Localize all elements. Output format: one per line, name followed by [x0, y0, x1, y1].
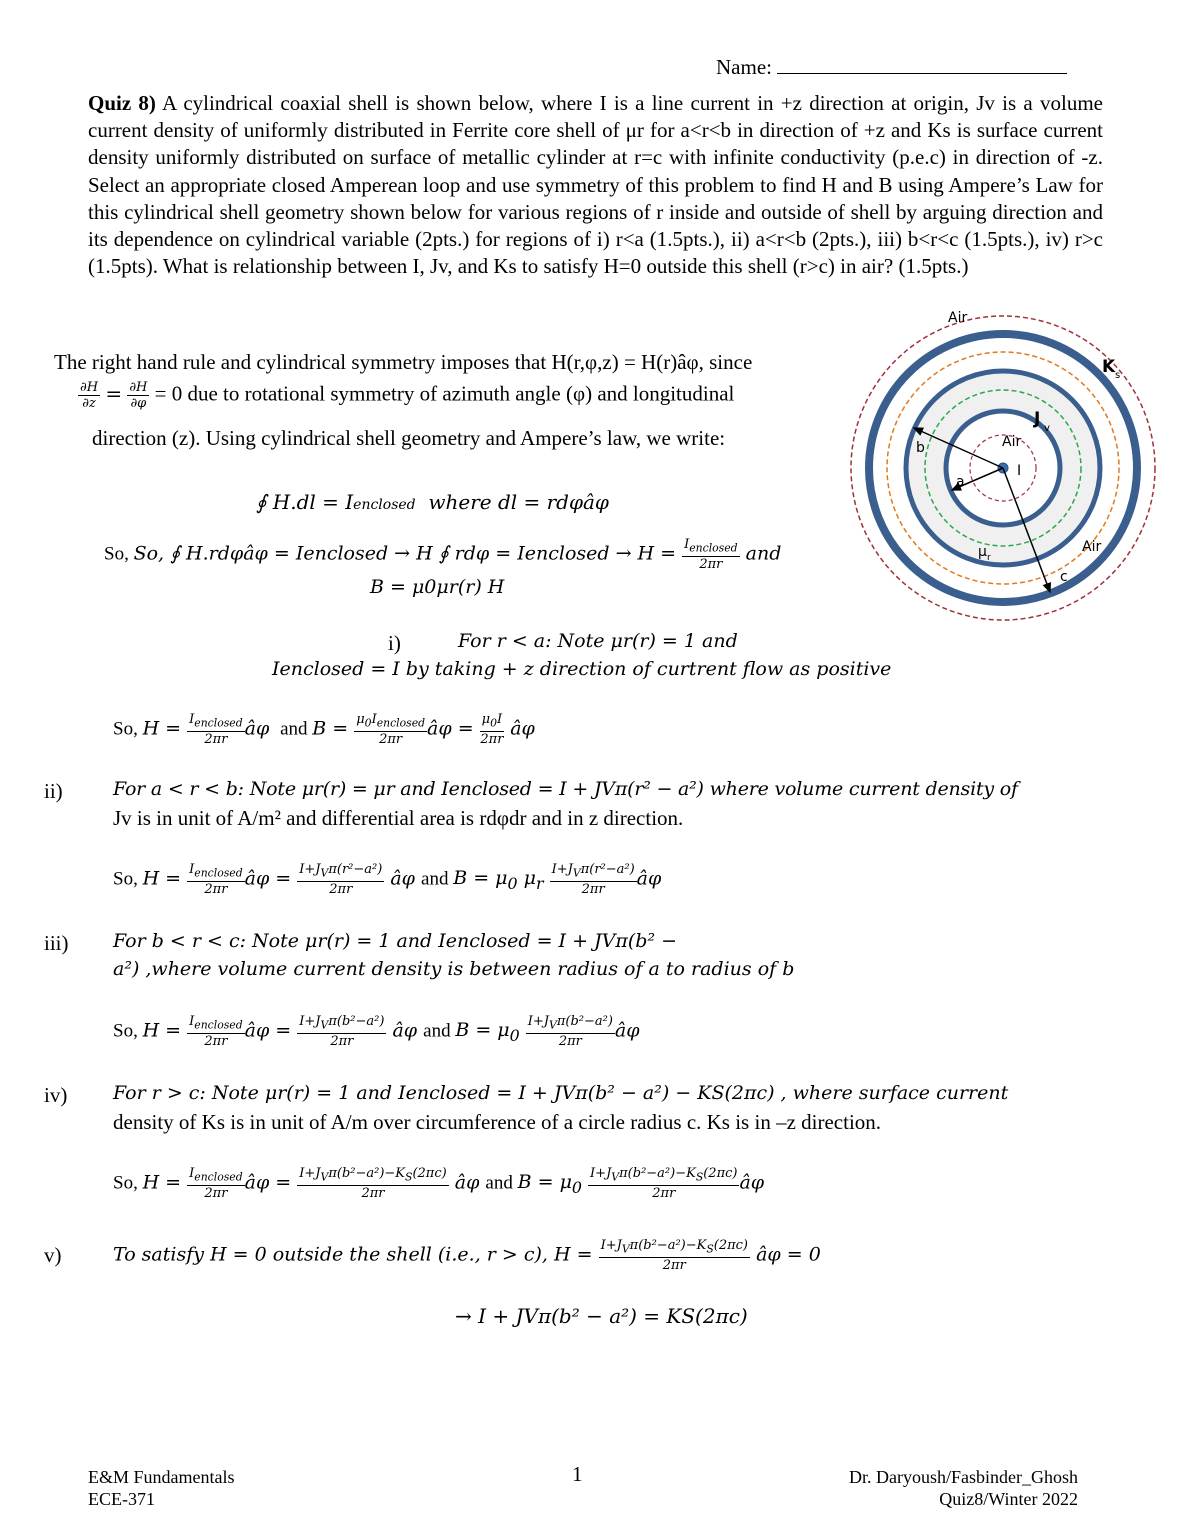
- intro-line-2: $\frac{\partial H}{\partial z}$ = $\frac{\partial H}{\partial\varphi}$ = 0 due to rotational symmetry of azimuth angle (φ) and longitudinal: [80, 380, 735, 411]
- label-jv: J: [1034, 409, 1041, 429]
- footer-quiz-term: Quiz8/Winter 2022: [939, 1489, 1078, 1509]
- intro-line-3: direction (z). Using cylindrical shell geometry and Ampere’s law, we write:: [92, 426, 726, 450]
- label-mur: μ: [978, 544, 987, 560]
- footer-left: [88, 1466, 235, 1510]
- question-text: A cylindrical coaxial shell is shown below, where I is a line current in +z direction at origin, Jv is a volume current density of uniformly distributed in Ferrite core shell of μr for a<r<b in direction of +z and Ks is surface current density uniformly distributed on surface of metallic cylinder at r=c with infinite conductivity (p.e.c) in direction of -z. Select an appropriate closed Amperean loop and use symmetry of this problem to find H and B using Ampere’s Law for this cylindrical shell geometry shown below for various regions of r inside and outside of shell by arguing direction and its dependence on cylindrical variable (2pts.) for regions of i) r<a (1.5pts.), ii) a<r<b (2pts.), iii) b<r<c (1.5pts.), iv) r>c (1.5pts). What is relationship between I, Jv, and Ks to satisfy H=0 outside this shell (r>c) in air? (1.5pts.): [88, 91, 1103, 279]
- label-ks: K: [1102, 357, 1116, 377]
- item-iv-cond: For r > c: Note μr(r) = 1 and Ienclosed = I + JVπ(b² − a²) − KS(2πc) , where surface current: [113, 1082, 1009, 1104]
- item-iii-cond2: a²) ,where volume current density is between radius of a to radius of b: [113, 958, 795, 980]
- item-iii-result: So, H = $\frac{I_{enclosed}}{2\pi r}$ âφ = $\frac{I+J_V\pi(b^2-a^2)}{2\pi r}$ âφ and $B = \mu_0$ $\frac{I+J_V\pi(b^2-a^2)}{2\pi r}$ âφ: [113, 1014, 640, 1049]
- item-v-cond: To satisfy H = 0 outside the shell (i.e., r > c), H = $\frac{I+J_V\pi(b^2-a^2)-K_S(2\pi c)}{2\pi r}$ âφ = 0: [113, 1238, 821, 1273]
- name-blank-line: [777, 55, 1067, 74]
- label-mur-sub: r: [987, 553, 991, 563]
- partial-fraction: $\frac{\partial H}{\partial z}$: [80, 380, 99, 411]
- item-iv-cond2: density of Ks is in unit of A/m over circumference of a circle radius c. Ks is in –z direction.: [113, 1110, 882, 1134]
- item-ii-cond2: Jv is in unit of A/m² and differential area is rdφdr and in z direction.: [113, 806, 684, 830]
- label-air-mid: Air: [1082, 539, 1102, 555]
- item-ii-cond: For a < r < b: Note μr(r) = μr and Ienclosed = I + JVπ(r² − a²) where volume current density of: [113, 778, 1018, 800]
- footer-course-code: ECE-371: [88, 1489, 155, 1509]
- question-block: [88, 90, 1103, 280]
- item-iv-label: iv): [44, 1083, 68, 1107]
- label-b: b: [916, 440, 925, 456]
- item-ii-result: So, H = $\frac{I_{enclosed}}{2\pi r}$ âφ = $\frac{I+J_V\pi(r^2-a^2)}{2\pi r}$ âφ and $B = \mu_0$ $\mu_r$ $\frac{I+J_V\pi(r^2-a^2)}{2\pi r}$ âφ: [113, 862, 662, 897]
- item-i-cond: For r < a: Note μr(r) = 1 and: [458, 630, 738, 652]
- item-iii-cond: For b < r < c: Note μr(r) = 1 and Ienclosed = I + JVπ(b² −: [113, 930, 678, 952]
- item-ii-label: ii): [44, 779, 63, 803]
- item-iii-label: iii): [44, 931, 69, 955]
- label-c: c: [1060, 569, 1068, 585]
- item-iv-result: So, H = $\frac{I_{enclosed}}{2\pi r}$ âφ = $\frac{I+J_V\pi(b^2-a^2)-K_S(2\pi c)}{2\pi r}$ âφ and $B = \mu_0$ $\frac{I+J_V\pi(b^2-a^2)-K_S(2\pi c)}{2\pi r}$ âφ: [113, 1166, 765, 1201]
- footer-course-title: E&M Fundamentals: [88, 1467, 235, 1487]
- coaxial-shell-figure: [850, 300, 1170, 640]
- item-i-cond2: Ienclosed = I by taking + z direction of curtrent flow as positive: [272, 658, 892, 680]
- name-label: Name:: [716, 55, 772, 79]
- intro-line-1: The right hand rule and cylindrical symmetry imposes that H(r,φ,z) = H(r)âφ, since: [54, 350, 753, 374]
- label-jv-sub: v: [1044, 423, 1050, 434]
- so-line: So, So, ∮ H.rdφâφ = Ienclosed → H ∮ rdφ = Ienclosed → H = $\frac{I_{enclosed}}{2\pi r}$ and: [104, 537, 782, 572]
- footer-right: [760, 1466, 1078, 1510]
- footer-instructors: Dr. Daryoush/Fasbinder_Ghosh: [849, 1467, 1078, 1487]
- label-ks-sub: s: [1115, 370, 1121, 381]
- item-v-final: → I + JVπ(b² − a²) = KS(2πc): [455, 1304, 748, 1328]
- label-i: I: [1017, 463, 1022, 479]
- ampere-law: ∮ H.dl = Ienclosed where dl = rdφâφ: [256, 490, 609, 514]
- item-i-label: i): [388, 631, 401, 655]
- label-air-outer: Air: [948, 310, 968, 326]
- item-i-result: So, H = $\frac{I_{enclosed}}{2\pi r}$ âφ and B = $\frac{\mu_0I_{enclosed}}{2\pi r}$ âφ = $\frac{\mu_0I}{2\pi r}$ âφ: [113, 712, 535, 747]
- b-relation: B = μ0μr(r) H: [370, 576, 505, 598]
- footer-page-number: 1: [572, 1462, 583, 1486]
- item-v-label: v): [44, 1243, 62, 1267]
- label-air-inner: Air: [1002, 434, 1022, 450]
- question-label: Quiz 8): [88, 91, 156, 115]
- name-field: [716, 54, 1078, 81]
- label-a: a: [956, 474, 965, 490]
